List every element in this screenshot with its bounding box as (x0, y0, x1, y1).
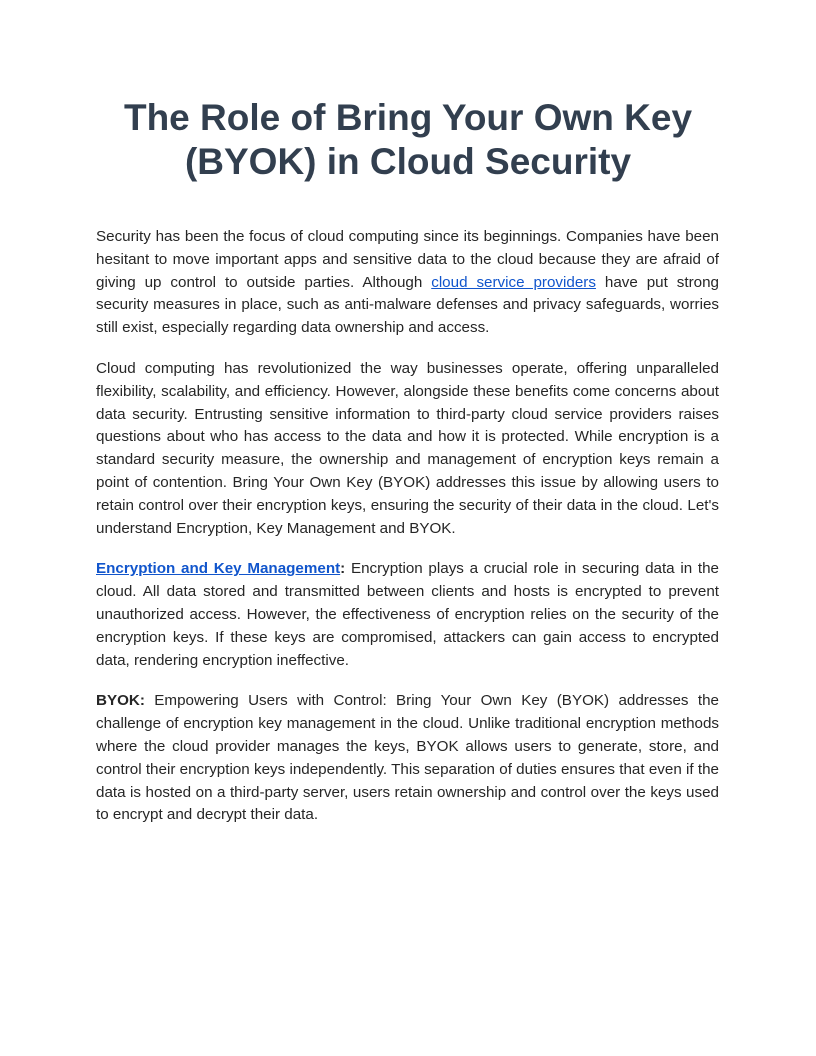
title-line-2: (BYOK) in Cloud Security (184, 141, 632, 182)
title-line-1: The Role of Bring Your Own Key (123, 97, 693, 138)
cloud-service-providers-link[interactable]: cloud service providers (431, 273, 596, 291)
paragraph-byok-text: Empowering Users with Control: Bring Your Own Key (BYOK) addresses the challenge of encryption key management in the cloud. Unlike traditional encryption methods where the cloud provider manages the keys, BYOK allows users to generate, store, and control their encryption keys independently. This separation of duties ensures that even if the data is hosted on a third-party server, users retain ownership and control over the keys used to encrypt and decrypt their data. (96, 692, 719, 824)
article-body (96, 226, 719, 845)
paragraph-intro-text-after-link: have put strong security measures in place, such as anti-malware defenses and privacy safeguards, worries still exist, especially regarding data ownership and access. (96, 273, 719, 337)
byok-label: BYOK: (96, 692, 145, 710)
paragraph-intro (96, 226, 719, 340)
paragraph-byok (96, 690, 719, 827)
paragraph-encryption (96, 558, 719, 672)
encryption-key-management-link[interactable]: Encryption and Key Management (96, 560, 341, 578)
paragraph-cloud-computing: Cloud computing has revolutionized the way businesses operate, offering unparalleled flexibility, scalability, and efficiency. However, alongside these benefits come concerns about data security. Entrusting sensitive information to third-party cloud service providers raises questions about who has access to the data and how it is protected. While encryption is a standard security measure, the ownership and management of encryption keys remain a point of contention. Bring Your Own Key (BYOK) addresses this issue by allowing users to retain control over their encryption keys, ensuring the security of their data in the cloud. Let's understand Encryption, Key Management and BYOK. (96, 359, 719, 537)
paragraph-encryption-text: Encryption plays a crucial role in securing data in the cloud. All data stored and transmitted between clients and hosts is encrypted to prevent unauthorized access. However, the effectiveness of encryption relies on the security of the encryption keys. If these keys are compromised, attackers can gain access to encrypted data, rendering encryption ineffective. (96, 560, 719, 669)
page-title (80, 96, 736, 184)
encryption-colon: : (340, 560, 346, 578)
paragraph-intro-text-before-link: Security has been the focus of cloud computing since its beginnings. Companies have been hesitant to move important apps and sensitive data to the cloud because they are afraid of giving up control to outside parties. Although (96, 228, 719, 291)
